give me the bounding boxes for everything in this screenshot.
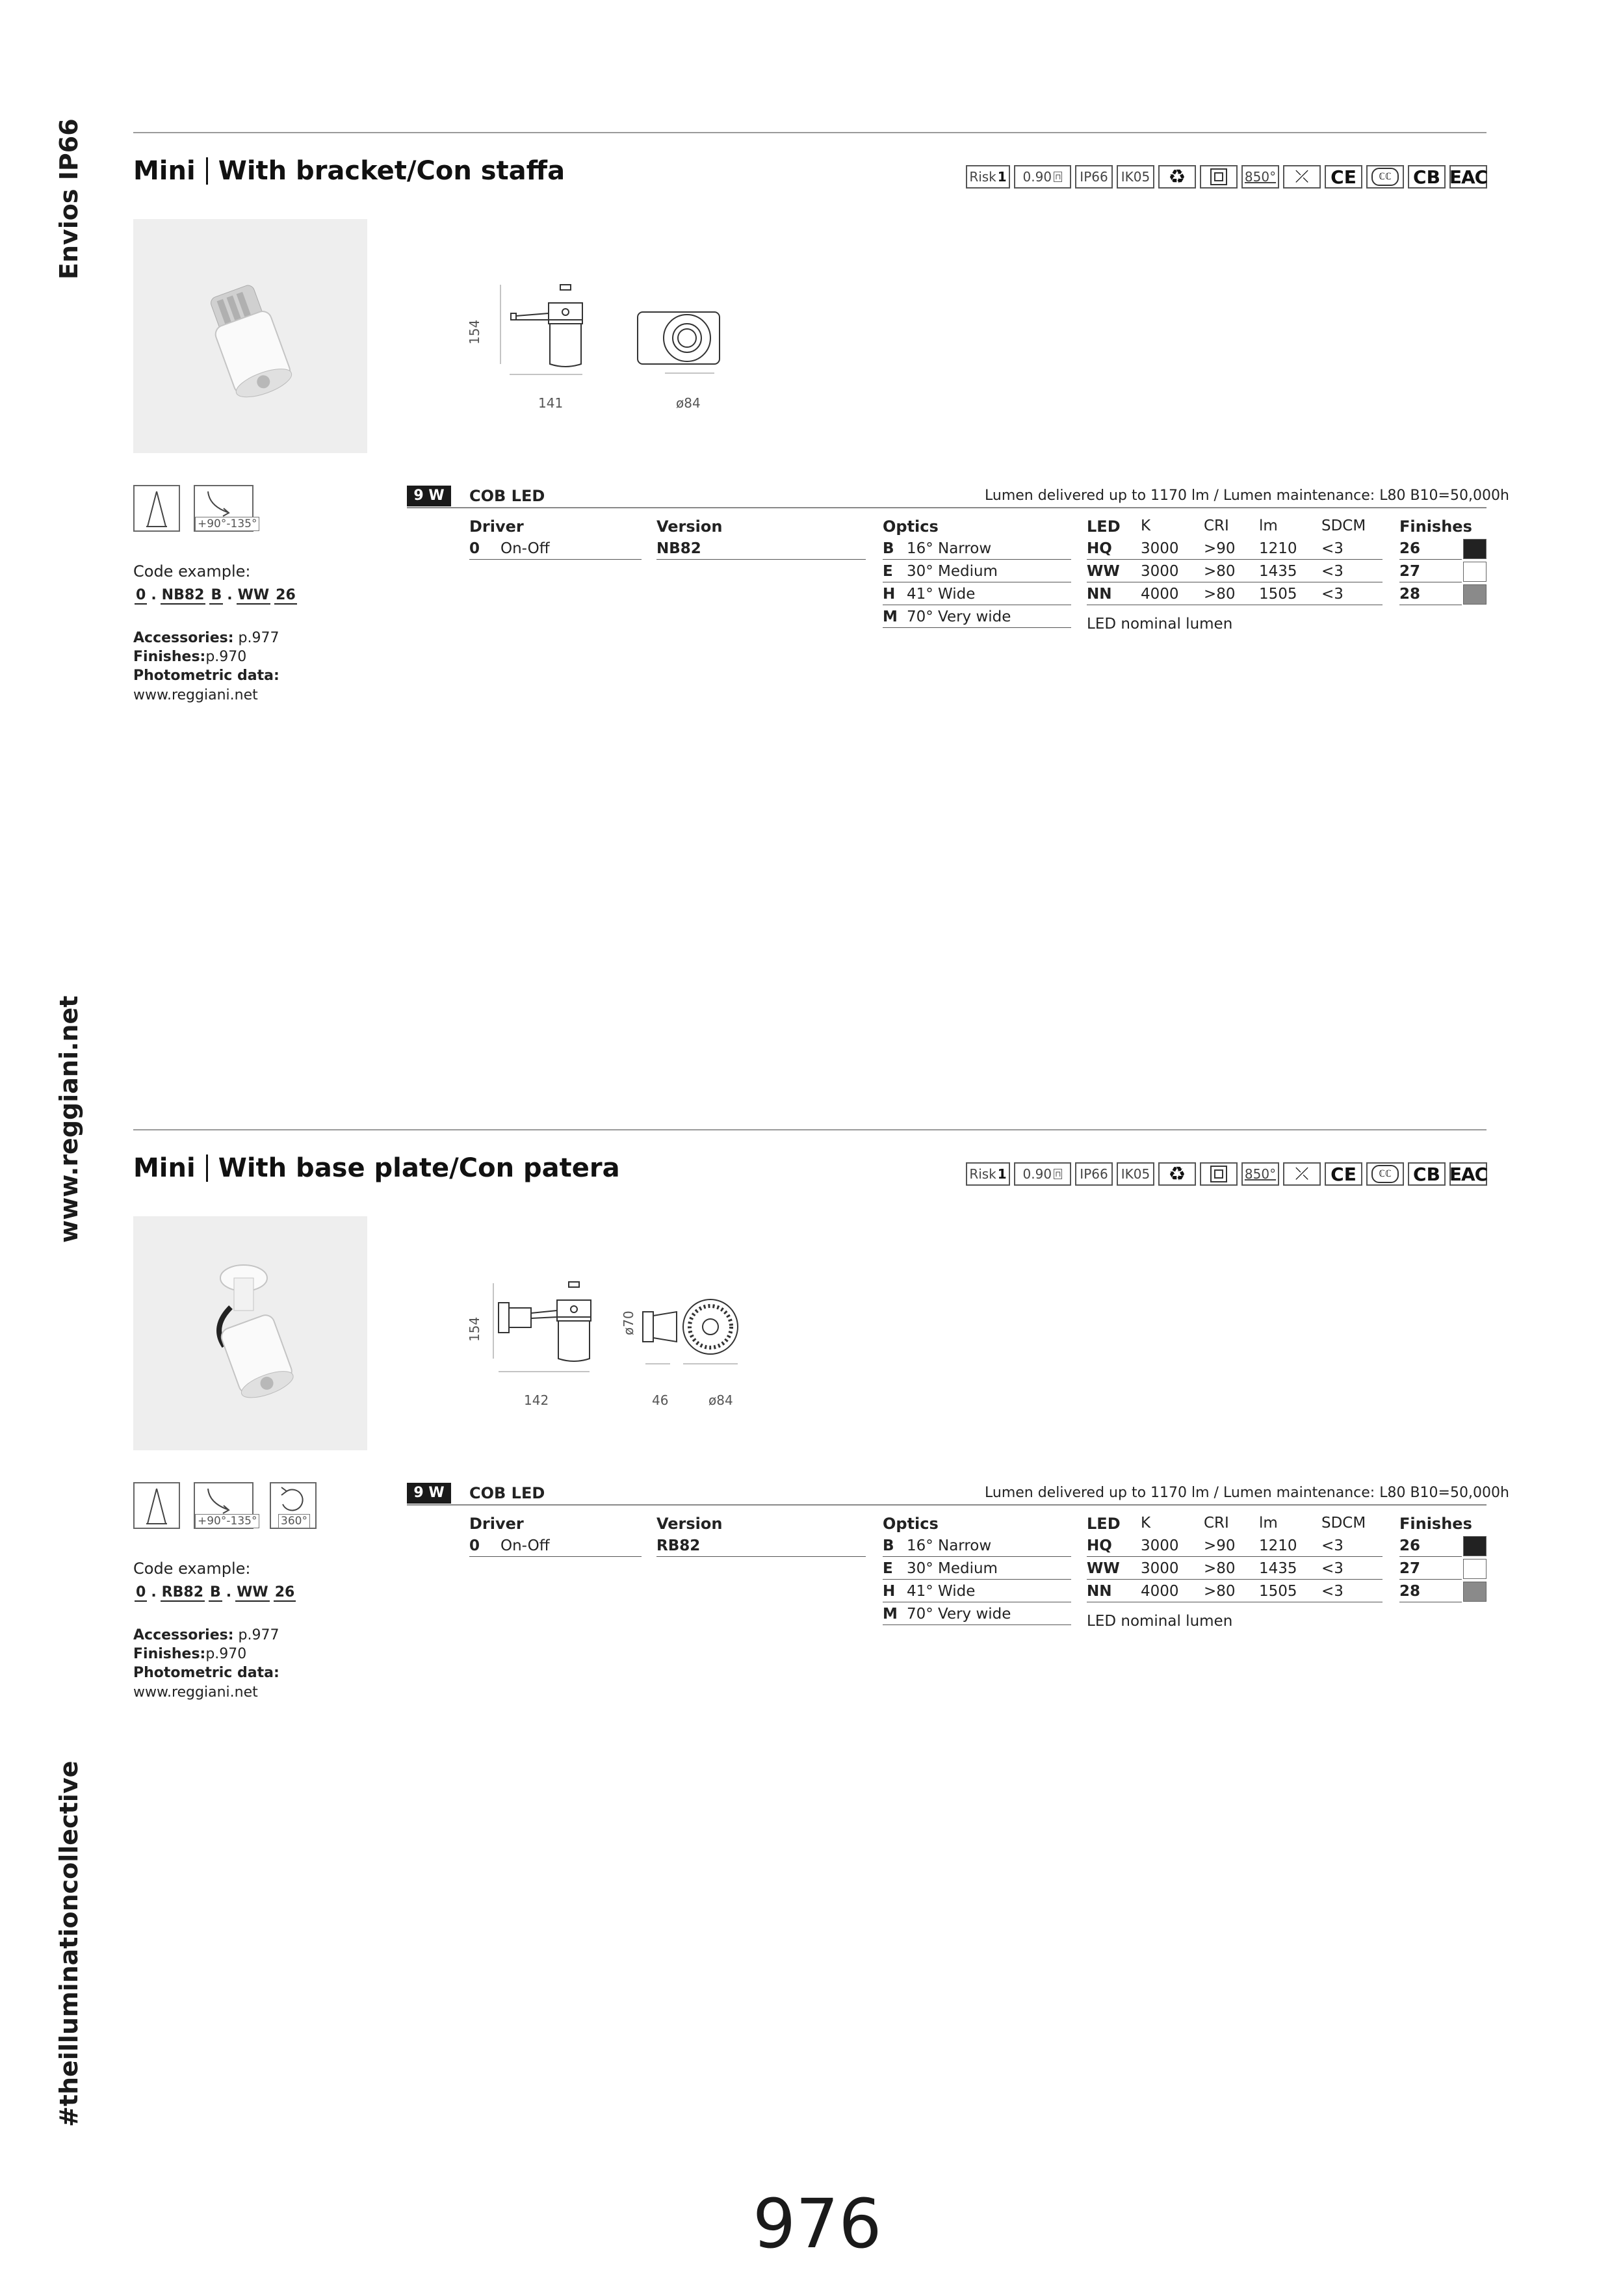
risk-badge [966,165,1010,189]
front-view-drawing [634,306,725,377]
code-dot: . [151,587,157,603]
ik-rating-badge: IK05 [1117,165,1154,189]
code-driver: 0 [136,1584,146,1600]
spec-rule [407,1504,1487,1506]
finish-code[interactable]: 28 [1399,1583,1421,1600]
led-col-header: lm [1259,517,1278,534]
dim-diameter: ø84 [708,1392,733,1408]
enec-icon: ℂℂ [1366,165,1404,189]
version-underline [656,1556,866,1557]
optic-underline [883,1624,1071,1625]
product-photo [133,1216,367,1450]
title-sub: With base plate/Con patera [218,1153,620,1183]
optic-code[interactable]: B [883,1537,894,1554]
photometric-url[interactable]: www.reggiani.net [133,1684,258,1701]
finish-underline [1399,1579,1462,1580]
led-row-underline [1087,559,1383,560]
ip-rating-badge: IP66 [1075,1162,1113,1186]
no-insulation-cover-icon: ⤫ [1283,1162,1321,1186]
finish-swatch [1463,1559,1487,1579]
risk-badge [966,1162,1010,1186]
finishes-page[interactable]: p.970 [205,649,247,665]
certification-badges [966,165,1487,189]
driver-name[interactable]: On-Off [500,1537,550,1554]
led-cell[interactable]: WW [1087,563,1120,580]
led-col-header: K [1141,1515,1151,1532]
led-cell[interactable]: HQ [1087,1537,1112,1554]
beam-icon [133,485,180,532]
page-number: 976 [753,2184,882,2263]
finish-code[interactable]: 26 [1399,540,1421,557]
title-main: Mini [133,156,196,186]
finish-swatch [1463,1582,1487,1602]
optic-underline [883,1579,1071,1580]
recycle-icon: ♻ [1158,1162,1196,1186]
dim-depth: 46 [652,1392,669,1408]
title-sub: With bracket/Con staffa [218,156,565,186]
finish-swatch [1463,1536,1487,1556]
code-example-label: Code example: [133,562,251,581]
power-factor-value: 0.90 [1022,1166,1052,1182]
led-col-header: lm [1259,1515,1278,1532]
optic-angle: 16° [907,540,933,557]
risk-number: 1 [997,1166,1007,1182]
led-source: COB LED [469,1484,545,1502]
optic-code[interactable]: E [883,563,893,580]
optics-header: Optics [883,517,939,536]
driver-underline [469,559,642,560]
kg-icon: ⊓ [1055,172,1061,181]
code-led: WW [237,587,270,603]
led-cell: 1435 [1259,1560,1297,1577]
ip-rating-badge: IP66 [1075,165,1113,189]
cb-mark: CB [1408,165,1446,189]
beam-icon [133,1482,180,1529]
photometric-url[interactable]: www.reggiani.net [133,687,258,703]
code-dot: . [227,587,233,603]
tilt-label: +90°-135° [195,1514,259,1528]
code-example-label: Code example: [133,1559,251,1578]
optic-name: Narrow [938,1537,992,1554]
dim-height: 154 [467,1316,482,1342]
title-separator [206,1155,208,1182]
version-value[interactable]: RB82 [656,1537,701,1554]
led-cell[interactable]: NN [1087,1583,1112,1600]
optic-code[interactable]: H [883,1583,896,1600]
eac-mark: EAC [1449,1163,1488,1185]
section-divider [133,132,1487,133]
led-col-header: CRI [1204,517,1229,534]
code-finish: 26 [274,1584,295,1600]
ce-mark: CE [1325,165,1362,189]
optic-name: Narrow [938,540,992,557]
finishes-label: Finishes: [133,649,206,665]
photometric-label: Photometric data: [133,1665,279,1681]
tilt-label: +90°-135° [195,517,259,531]
risk-number: 1 [997,169,1007,185]
led-cell: <3 [1321,1537,1344,1554]
led-cell: >80 [1204,1583,1236,1600]
side-label-website: www.reggiani.net [55,995,83,1243]
led-cell: >80 [1204,1560,1236,1577]
optic-code[interactable]: B [883,540,894,557]
driver-code: 0 [469,1537,480,1554]
version-value[interactable]: NB82 [656,540,701,557]
accessories-label: Accessories: [133,1627,234,1643]
finishes-page[interactable]: p.970 [205,1646,247,1662]
led-col-header: LED [1087,1515,1121,1533]
code-version: RB82 [161,1584,203,1600]
led-col-header: SDCM [1321,517,1366,534]
version-header: Version [656,517,723,536]
lumen-note: Lumen delivered up to 1170 lm / Lumen maintenance: L80 B10=50,000h [985,1485,1509,1501]
optic-angle: 41° [907,1583,933,1600]
recycle-icon: ♻ [1158,165,1196,189]
eac-mark: EAC [1449,166,1488,188]
optic-angle: 16° [907,1537,933,1554]
driver-underline [469,1556,642,1557]
finishes-ref [133,649,246,665]
product-title [133,1153,620,1183]
optic-underline [883,627,1071,628]
optic-angle: 30° [907,1560,933,1577]
no-insulation-cover-icon: ⤫ [1283,165,1321,189]
optic-code[interactable]: H [883,586,896,603]
title-separator [206,157,208,185]
optic-name: Medium [938,1560,998,1577]
section-divider [133,1129,1487,1130]
optic-name: Very wide [938,1606,1011,1623]
finish-code[interactable]: 27 [1399,1560,1421,1577]
finishes-header: Finishes [1399,1515,1472,1533]
finish-code[interactable]: 27 [1399,563,1421,580]
driver-header: Driver [469,1515,524,1533]
optic-underline [883,559,1071,560]
ce-mark: CE [1325,1162,1362,1186]
led-cell: 3000 [1141,1537,1179,1554]
optic-underline [883,1556,1071,1557]
led-cell[interactable]: NN [1087,586,1112,603]
optic-code[interactable]: M [883,608,898,625]
code-driver: 0 [136,587,146,603]
photometric-label: Photometric data: [133,668,279,684]
lumen-note: Lumen delivered up to 1170 lm / Lumen maintenance: L80 B10=50,000h [985,488,1509,504]
side-view-drawing [494,280,617,384]
rotate-label: 360° [278,1514,310,1528]
optic-code[interactable]: M [883,1606,898,1623]
side-view-drawing [491,1277,621,1381]
driver-name[interactable]: On-Off [500,540,550,557]
optic-angle: 41° [907,586,933,603]
power-badge: 9 W [407,486,451,506]
led-cell: 1435 [1259,563,1297,580]
finishes-label: Finishes: [133,1646,206,1662]
dim-width: 142 [524,1392,549,1408]
led-cell: <3 [1321,586,1344,603]
led-cell: 3000 [1141,1560,1179,1577]
dim-diameter: ø84 [676,395,701,411]
code-example [135,587,301,605]
led-cell: 4000 [1141,1583,1179,1600]
dim-width: 141 [538,395,564,411]
accessories-ref [133,630,279,646]
certification-badges [966,1162,1487,1186]
led-cell: >90 [1204,1537,1236,1554]
spec-rule [407,507,1487,508]
class-ii-icon [1200,165,1238,189]
led-note: LED nominal lumen [1087,1613,1233,1630]
led-cell: 1505 [1259,1583,1297,1600]
led-source: COB LED [469,487,545,505]
code-optic: B [211,587,222,603]
code-dot: . [226,1584,232,1600]
led-note: LED nominal lumen [1087,616,1233,633]
led-col-header: LED [1087,517,1121,536]
finish-code[interactable]: 26 [1399,1537,1421,1554]
dim-plate: ø70 [621,1311,636,1335]
led-cell[interactable]: HQ [1087,540,1112,557]
driver-header: Driver [469,517,524,536]
optic-name: Wide [938,1583,976,1600]
accessories-page[interactable]: p.977 [238,1627,279,1643]
accessories-label: Accessories: [133,630,234,646]
side-label-envios: Envios IP66 [55,118,83,280]
finish-code[interactable]: 28 [1399,586,1421,603]
led-col-header: K [1141,517,1151,534]
led-row-underline [1087,1556,1383,1557]
optic-name: Very wide [938,608,1011,625]
risk-label: Risk [969,1166,996,1182]
finish-swatch [1463,584,1487,605]
accessories-ref [133,1627,279,1643]
ik-rating-badge: IK05 [1117,1162,1154,1186]
led-cell: 4000 [1141,586,1179,603]
optic-name: Wide [938,586,976,603]
finishes-header: Finishes [1399,517,1472,536]
driver-code: 0 [469,540,480,557]
led-cell: 1505 [1259,586,1297,603]
finish-swatch [1463,539,1487,559]
code-example [135,1584,300,1602]
code-optic: B [210,1584,221,1600]
power-factor-value: 0.90 [1022,169,1052,185]
led-cell: >90 [1204,540,1236,557]
led-cell: <3 [1321,1560,1344,1577]
version-underline [656,559,866,560]
version-header: Version [656,1515,723,1533]
code-finish: 26 [276,587,296,603]
dim-height: 154 [467,319,482,345]
code-version: NB82 [161,587,205,603]
power-factor-badge [1014,1162,1071,1186]
cb-mark: CB [1408,1162,1446,1186]
power-factor-badge [1014,165,1071,189]
finish-swatch [1463,562,1487,582]
led-cell: 3000 [1141,540,1179,557]
accessories-page[interactable]: p.977 [238,630,279,646]
optic-code[interactable]: E [883,1560,893,1577]
code-led: WW [237,1584,268,1600]
optic-angle: 70° [907,608,933,625]
finish-underline [1399,559,1462,560]
led-cell[interactable]: WW [1087,1560,1120,1577]
product-title [133,156,565,186]
led-col-header: CRI [1204,1515,1229,1532]
glow-wire-badge: 850° [1241,165,1279,189]
risk-label: Risk [969,169,996,185]
product-photo [133,219,367,453]
optics-header: Optics [883,1515,939,1533]
led-row-underline [1087,1579,1383,1580]
led-col-header: SDCM [1321,1515,1366,1532]
optic-angle: 70° [907,1606,933,1623]
led-cell: 1210 [1259,540,1297,557]
side-label-hashtag: #theilluminationcollective [55,1760,83,2127]
glow-wire-badge: 850° [1241,1162,1279,1186]
kg-icon: ⊓ [1055,1169,1061,1179]
finish-underline [1399,1556,1462,1557]
class-ii-icon [1200,1162,1238,1186]
code-dot: . [151,1584,157,1600]
finishes-ref [133,1646,246,1662]
led-cell: >80 [1204,586,1236,603]
optic-name: Medium [938,563,998,580]
led-cell: 3000 [1141,563,1179,580]
optic-angle: 30° [907,563,933,580]
led-cell: >80 [1204,563,1236,580]
led-cell: <3 [1321,1583,1344,1600]
led-cell: <3 [1321,563,1344,580]
led-cell: <3 [1321,540,1344,557]
title-main: Mini [133,1153,196,1183]
power-badge: 9 W [407,1483,451,1504]
enec-icon: ℂℂ [1366,1162,1404,1186]
led-cell: 1210 [1259,1537,1297,1554]
front-view-drawing [640,1283,751,1374]
